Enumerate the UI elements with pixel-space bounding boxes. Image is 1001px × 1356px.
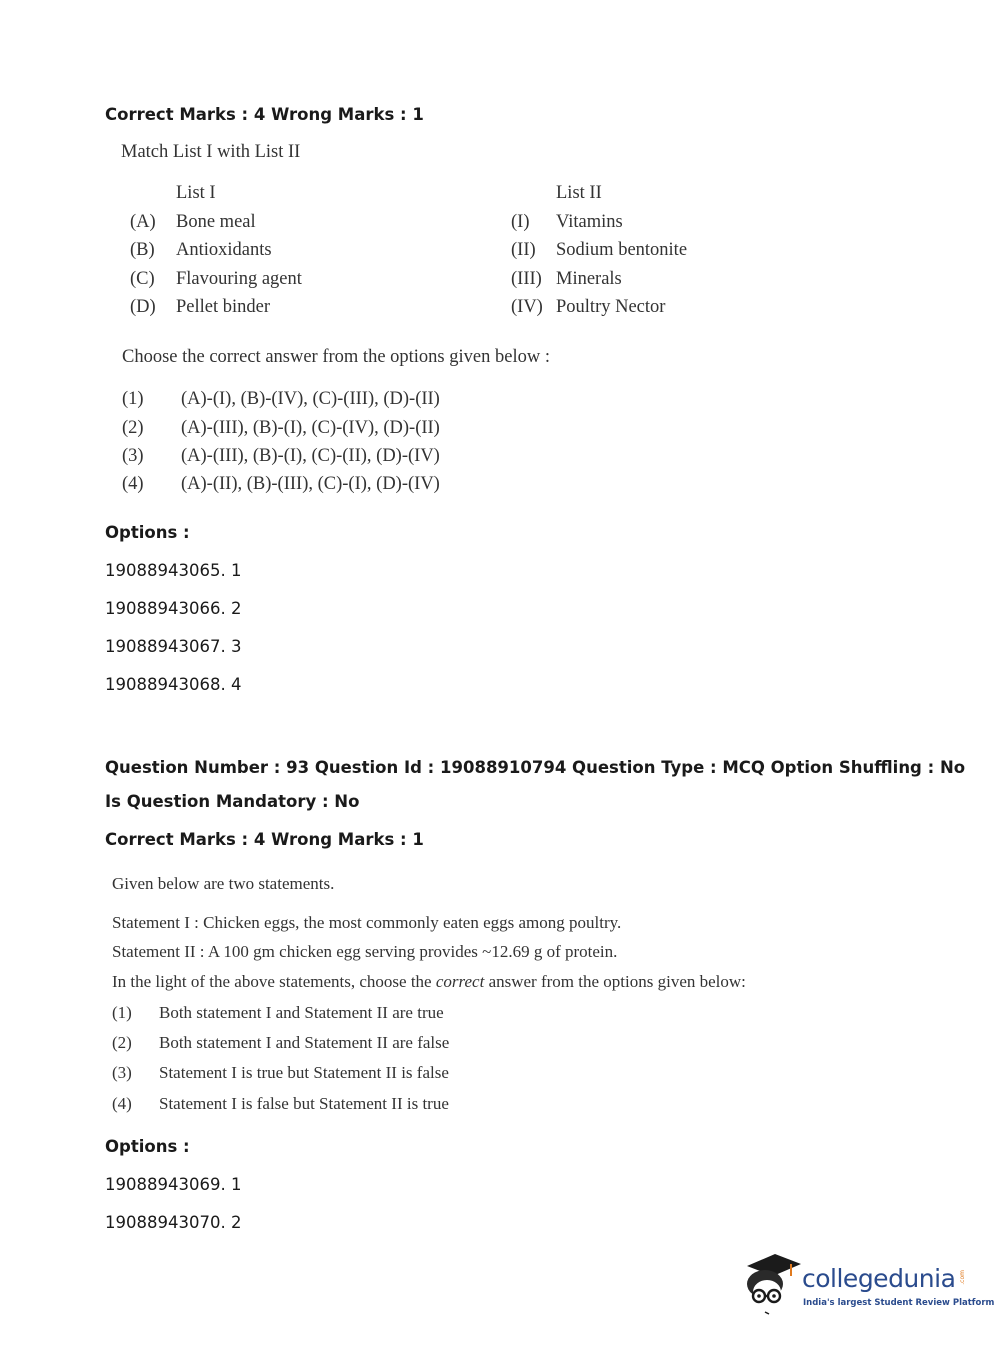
q93-intro: Given below are two statements. [112,874,335,893]
answer-number: (1) [112,1003,132,1022]
answer-number: (3) [112,1063,132,1082]
q93-mandatory: Is Question Mandatory : No [105,792,360,811]
q93-header: Question Number : 93 Question Id : 19088910794 Question Type : MCQ Option Shuffling : No [105,758,966,777]
option-item: 19088943066. 2 [105,599,242,618]
list2-header: List II [556,183,602,203]
statement-2: Statement II : A 100 gm chicken egg serving provides ~12.69 g of protein. [112,942,618,961]
list2-label: (II) [511,240,536,260]
instruction-pre: In the light of the above statements, choose the [112,972,436,991]
answer-text: (A)-(I), (B)-(IV), (C)-(III), (D)-(II) [181,389,440,409]
list1-label: (C) [130,269,155,289]
answer-text: Statement I is false but Statement II is true [159,1094,449,1113]
list2-label: (III) [511,269,542,289]
logo-com: .com [959,1270,966,1285]
collegedunia-logo[interactable] [741,1248,995,1316]
answer-number: (2) [122,418,144,438]
option-item: 19088943067. 3 [105,637,242,656]
option-item: 19088943070. 2 [105,1213,242,1232]
list2-label: (IV) [511,297,543,317]
list1-item: Bone meal [176,212,256,232]
statement-1: Statement I : Chicken eggs, the most commonly eaten eggs among poultry. [112,913,622,932]
answer-number: (3) [122,446,144,466]
option-item: 19088943068. 4 [105,675,242,694]
q92-marks: Correct Marks : 4 Wrong Marks : 1 [105,105,424,124]
instruction-post: answer from the options given below: [484,972,746,991]
answer-number: (2) [112,1033,132,1052]
list1-header: List I [176,183,216,203]
logo-tagline: India's largest Student Review Platform [803,1298,995,1308]
option-item: 19088943065. 1 [105,561,242,580]
list1-label: (A) [130,212,156,232]
answer-number: (4) [112,1094,132,1113]
option-item: 19088943069. 1 [105,1175,242,1194]
logo-wordmark: collegedunia [802,1264,956,1293]
choose-instruction: Choose the correct answer from the options given below : [122,347,550,367]
answer-text: (A)-(III), (B)-(I), (C)-(II), (D)-(IV) [181,446,440,466]
answer-text: (A)-(II), (B)-(III), (C)-(I), (D)-(IV) [181,474,440,494]
list2-item: Minerals [556,269,622,289]
q93-instruction [112,972,746,992]
answer-text: Statement I is true but Statement II is false [159,1063,449,1082]
list1-label: (B) [130,240,155,260]
list2-item: Poultry Nector [556,297,666,317]
list1-item: Flavouring agent [176,269,302,289]
options-label: Options : [105,1137,190,1156]
q93-marks: Correct Marks : 4 Wrong Marks : 1 [105,830,424,849]
list2-label: (I) [511,212,530,232]
answer-number: (4) [122,474,144,494]
list1-item: Antioxidants [176,240,272,260]
mascot-icon [741,1248,803,1316]
answer-number: (1) [122,389,144,409]
instruction-emphasis: correct [435,972,485,991]
q92-prompt: Match List I with List II [121,142,301,162]
list2-item: Vitamins [556,212,623,232]
list1-item: Pellet binder [176,297,271,317]
answer-text: (A)-(III), (B)-(I), (C)-(IV), (D)-(II) [181,418,440,438]
options-label: Options : [105,523,190,542]
list2-item: Sodium bentonite [556,240,688,260]
answer-text: Both statement I and Statement II are true [159,1003,444,1022]
answer-text: Both statement I and Statement II are false [159,1033,450,1052]
list1-label: (D) [130,297,156,317]
